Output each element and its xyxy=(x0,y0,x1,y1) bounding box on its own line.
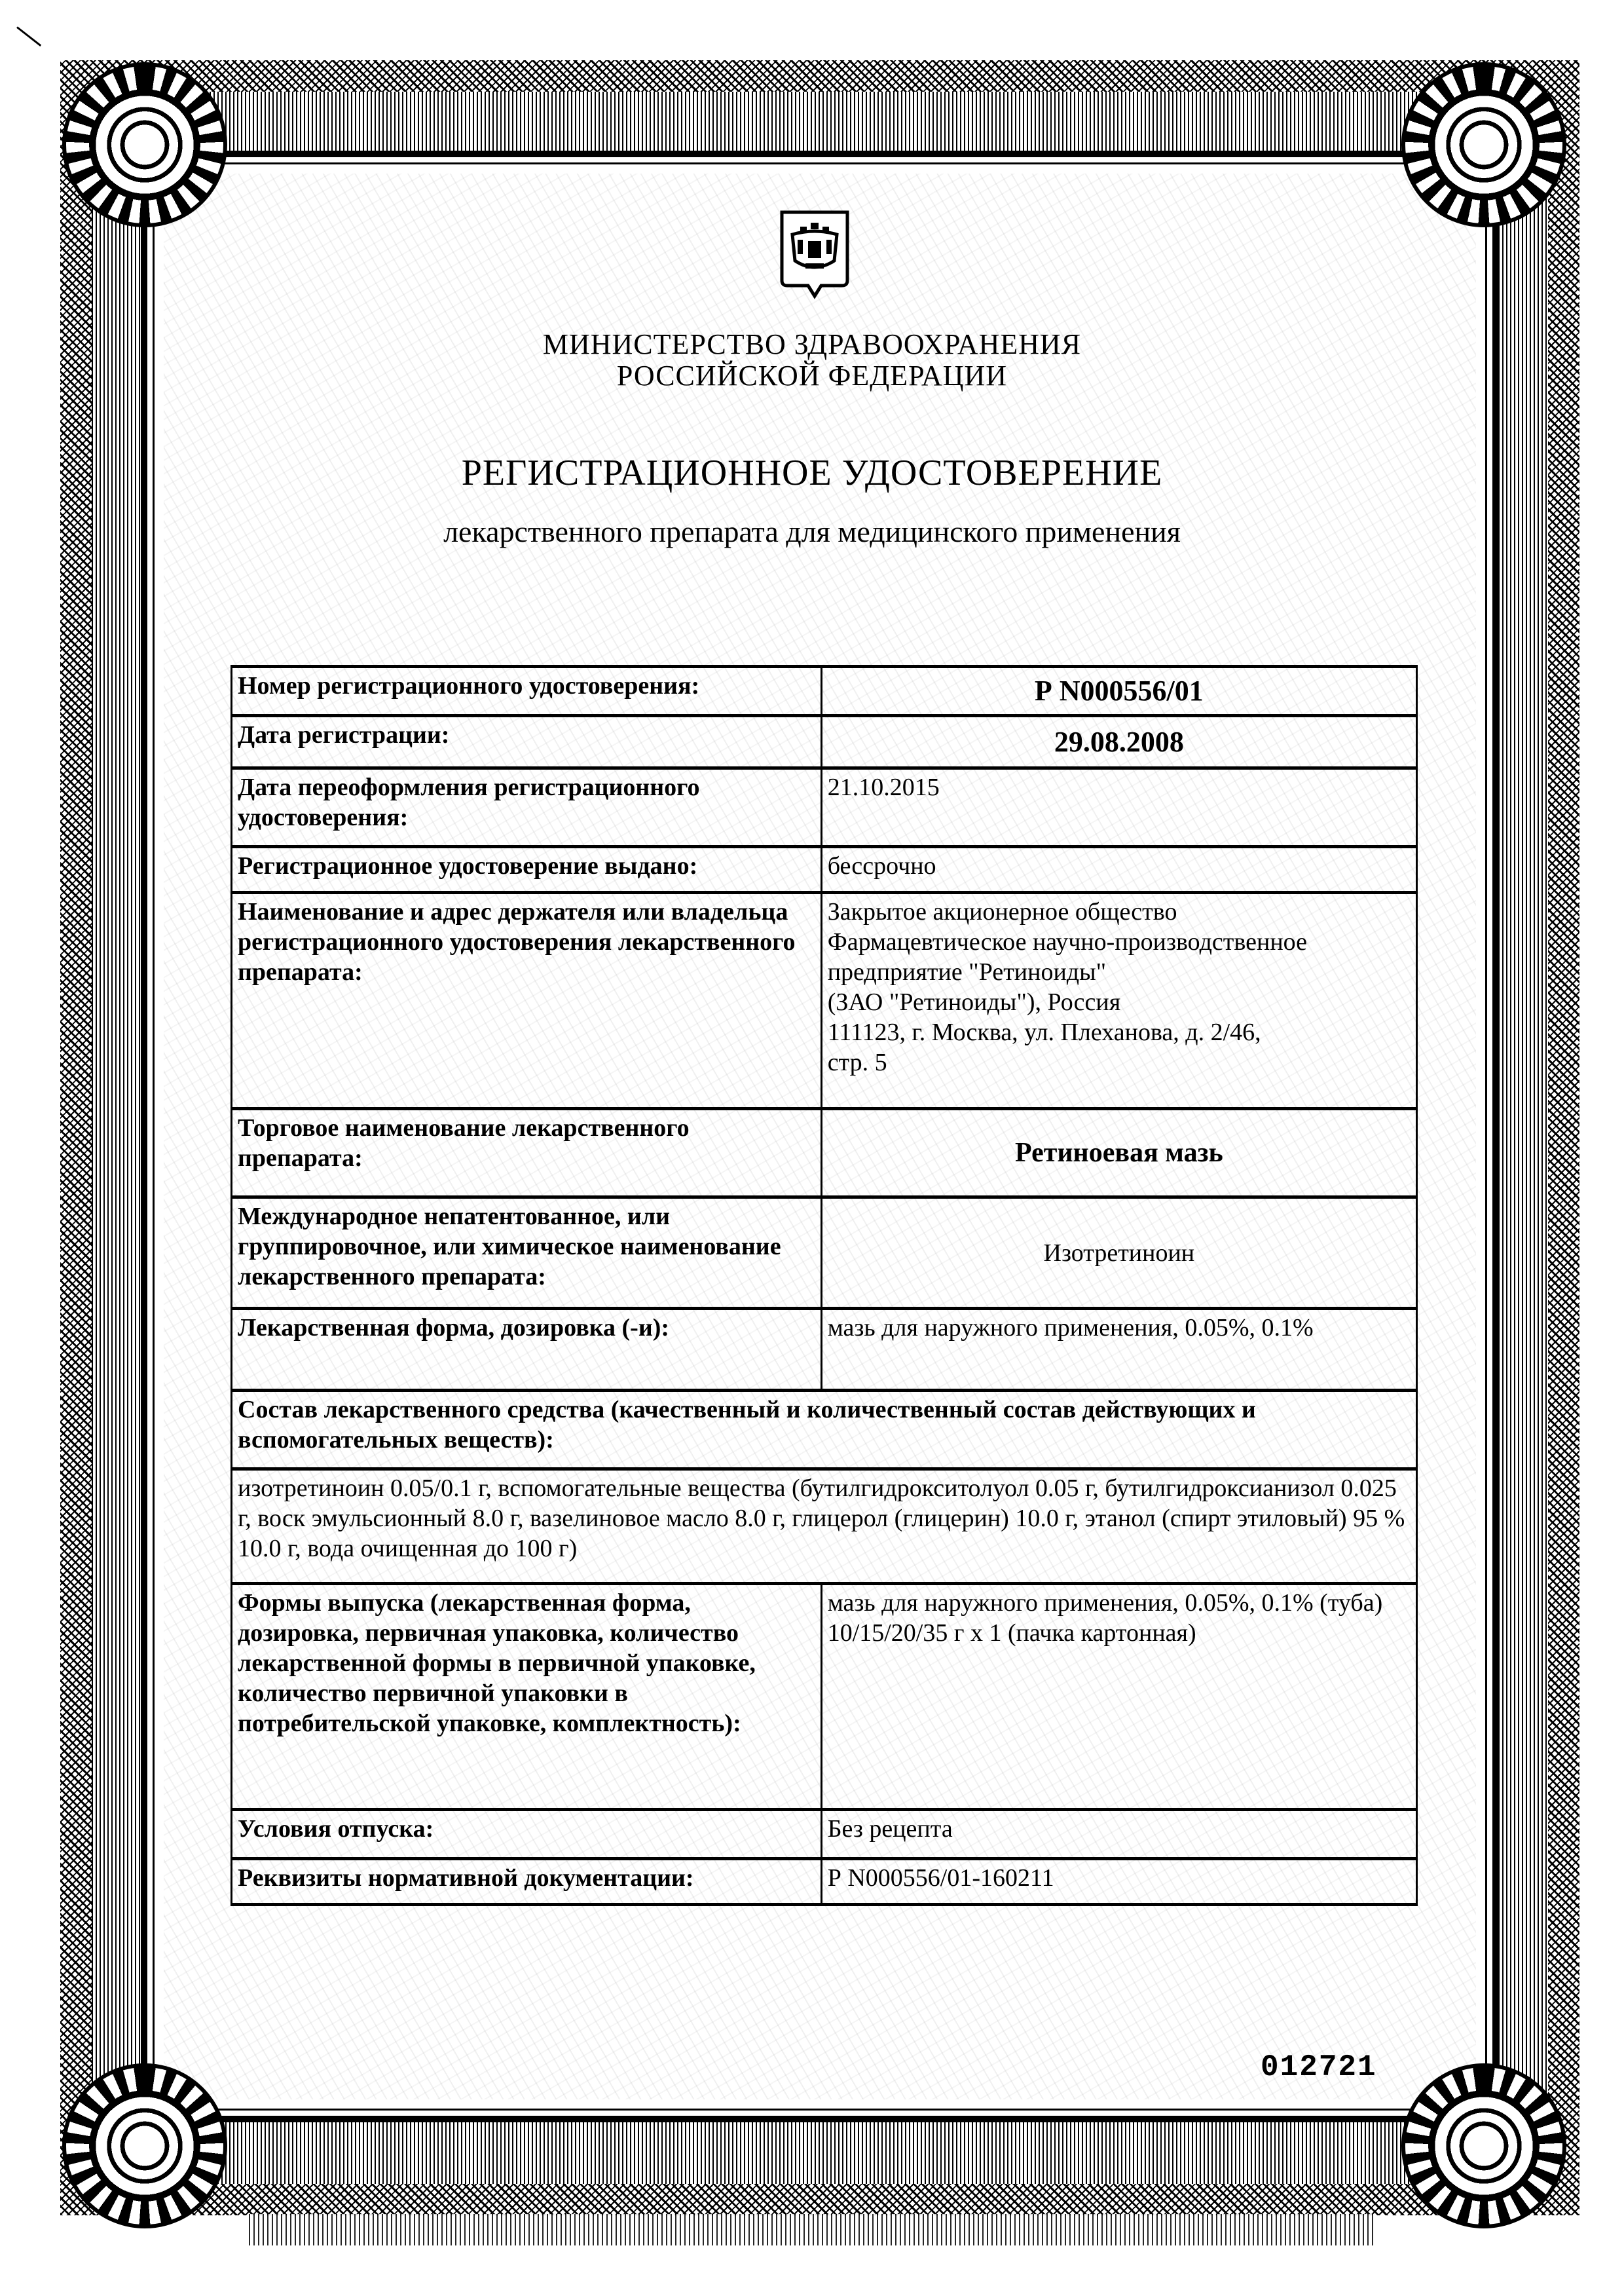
row-label-holder: Наименование и адрес держателя или владельца регистрационного удостоверения лекарственного препарата: xyxy=(232,893,822,1109)
row-label-inn: Международное непатентованное, или группировочное, или химическое наименование лекарственного препарата: xyxy=(232,1197,822,1309)
coat-of-arms-icon xyxy=(778,208,851,300)
form-serial-number: 012721 xyxy=(1261,2050,1377,2084)
certificate-title: РЕГИСТРАЦИОННОЕ УДОСТОВЕРЕНИЕ xyxy=(461,453,1163,493)
composition-value: изотретиноин 0.05/0.1 г, вспомогательные вещества (бутилгидрокситолуол 0.05 г, бутилгидроксианизол 0.025 г, воск эмульсионный 8.0 г, вазелиновое масло 8.0 г, глицерол (глицерин) 10.0 г, этанол (спирт этиловый) 95 % 10.0 г, вода очищенная до 100 г) xyxy=(232,1469,1417,1584)
row-label-trade-name: Торговое наименование лекарственного препарата: xyxy=(232,1109,822,1197)
corner-rosette-bottom-right xyxy=(1401,2063,1566,2228)
release-forms-value: мазь для наружного применения, 0.05%, 0.1% (туба) 10/15/20/35 г х 1 (пачка картонная) xyxy=(821,1584,1416,1810)
row-label-normative-docs: Реквизиты нормативной документации: xyxy=(232,1859,822,1905)
normative-docs-value: Р N000556/01-160211 xyxy=(821,1859,1416,1905)
inn-value: Изотретиноин xyxy=(821,1197,1416,1309)
dosage-form-value: мазь для наружного применения, 0.05%, 0.1% xyxy=(821,1309,1416,1391)
ministry-name-line2: РОССИЙСКОЙ ФЕДЕРАЦИИ xyxy=(616,360,1008,392)
row-label-release-forms: Формы выпуска (лекарственная форма, дозировка, первичная упаковка, количество лекарственной формы в первичной упаковке, количество первичной упаковки в потребительской упаковке, комплектность): xyxy=(232,1584,822,1810)
holder-line: 111123, г. Москва, ул. Плеханова, д. 2/46, xyxy=(827,1019,1261,1046)
footer-fine-print-strip xyxy=(249,2214,1375,2245)
holder-line: предприятие "Ретиноиды" xyxy=(827,958,1107,986)
row-label-registration-number: Номер регистрационного удостоверения: xyxy=(232,667,822,716)
table-row xyxy=(232,1391,1417,1469)
table-row xyxy=(232,1859,1417,1905)
table-row xyxy=(232,1109,1417,1197)
registration-date-value: 29.08.2008 xyxy=(821,716,1416,768)
dispensing-conditions-value: Без рецепта xyxy=(821,1810,1416,1859)
table-row xyxy=(232,1584,1417,1810)
holder-value xyxy=(821,893,1416,1109)
corner-rosette-bottom-left xyxy=(62,2063,227,2228)
issued-term-value: бессрочно xyxy=(821,847,1416,893)
corner-rosette-top-right xyxy=(1401,62,1566,227)
certificate-subtitle: лекарственного препарата для медицинского применения xyxy=(443,515,1181,548)
row-label-issued-term: Регистрационное удостоверение выдано: xyxy=(232,847,822,893)
table-row xyxy=(232,1197,1417,1309)
table-row xyxy=(232,667,1417,716)
trade-name-value: Ретиноевая мазь xyxy=(821,1109,1416,1197)
row-label-dosage-form: Лекарственная форма, дозировка (-и): xyxy=(232,1309,822,1391)
ministry-name-line1: МИНИСТЕРСТВО ЗДРАВООХРАНЕНИЯ xyxy=(542,328,1082,360)
table-row xyxy=(232,1309,1417,1391)
scan-artifact-mark xyxy=(16,26,41,47)
holder-line: Закрытое акционерное общество xyxy=(827,898,1177,926)
holder-line: стр. 5 xyxy=(827,1049,887,1076)
row-label-composition: Состав лекарственного средства (качественный и количественный состав действующих и вспомогательных веществ): xyxy=(232,1391,1417,1469)
holder-line: (ЗАО "Ретиноиды"), Россия xyxy=(827,988,1121,1016)
corner-rosette-top-left xyxy=(62,62,227,227)
table-row xyxy=(232,1810,1417,1859)
holder-line: Фармацевтическое научно-производственное xyxy=(827,928,1307,956)
row-label-dispensing-conditions: Условия отпуска: xyxy=(232,1810,822,1859)
table-row xyxy=(232,716,1417,768)
reissue-date-value: 21.10.2015 xyxy=(821,768,1416,847)
table-row xyxy=(232,847,1417,893)
table-row xyxy=(232,768,1417,847)
row-label-reissue-date: Дата переоформления регистрационного удостоверения: xyxy=(232,768,822,847)
table-row xyxy=(232,1469,1417,1584)
table-row xyxy=(232,893,1417,1109)
registration-table xyxy=(231,665,1418,1906)
registration-number-value: Р N000556/01 xyxy=(821,667,1416,716)
row-label-registration-date: Дата регистрации: xyxy=(232,716,822,768)
